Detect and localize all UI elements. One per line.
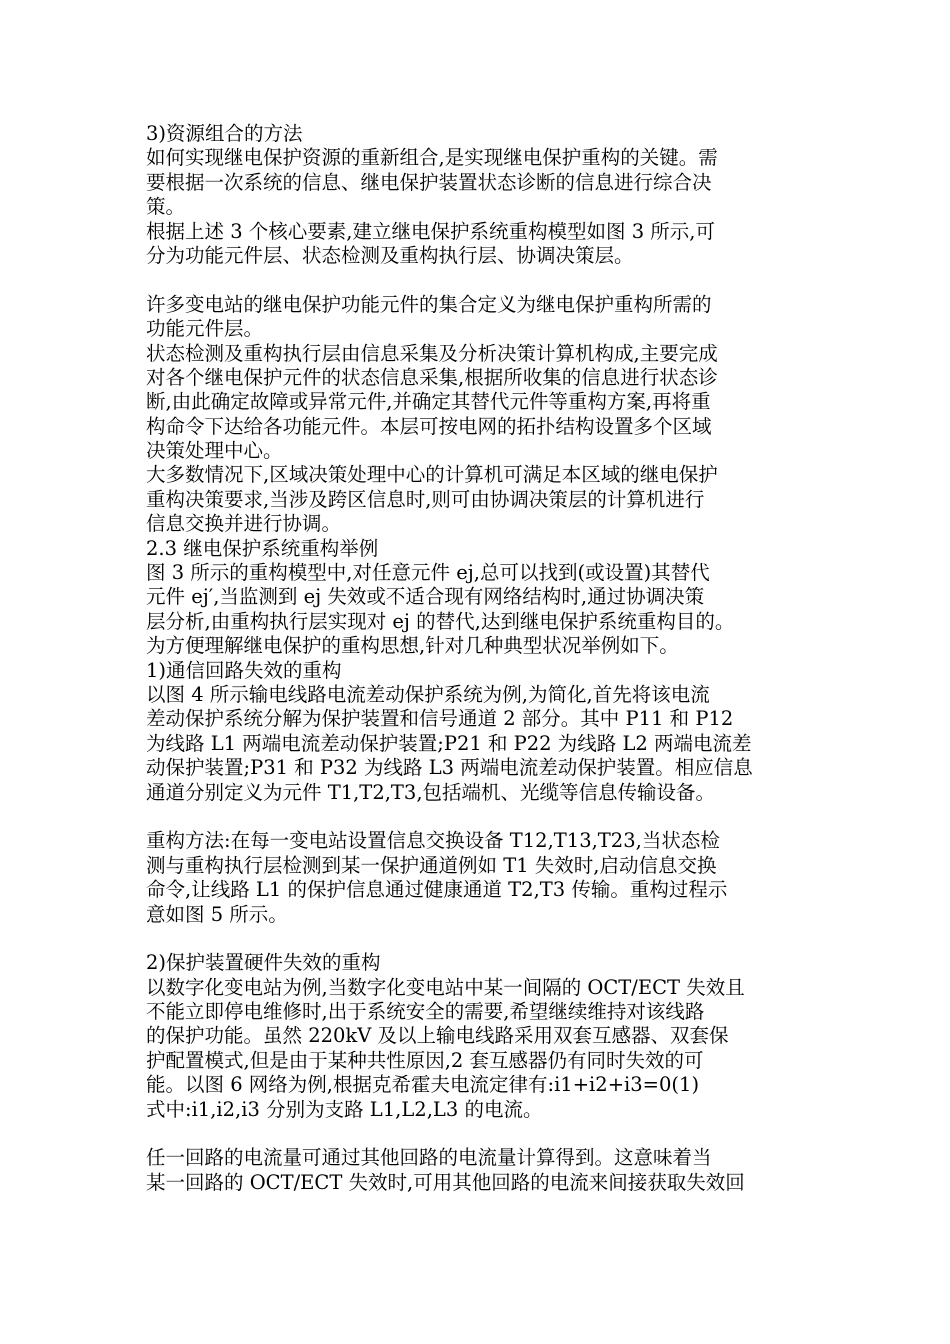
paragraph-gap xyxy=(146,805,826,829)
text-line: 元件 ej′,当监测到 ej 失效或不适合现有网络结构时,通过协调决策 xyxy=(146,585,705,609)
equation-line: 能。以图 6 网络为例,根据克希霍夫电流定律有:i1+i2+i3=0(1) xyxy=(146,1073,700,1097)
document-body xyxy=(146,122,826,1195)
text-line: 测与重构执行层检测到某一保护通道例如 T1 失效时,启动信息交换 xyxy=(146,853,717,877)
section-heading-resource-combination: 3)资源组合的方法 xyxy=(146,122,303,145)
text-line: 为线路 L1 两端电流差动保护装置;P21 和 P22 为线路 L2 两端电流差 xyxy=(146,731,752,755)
text-line: 重构方法:在每一变电站设置信息交换设备 T12,T13,T23,当状态检 xyxy=(146,829,720,853)
paragraph-gap xyxy=(146,927,826,951)
text-line: 决策处理中心。 xyxy=(146,439,283,463)
text-line: 对各个继电保护元件的状态信息采集,根据所收集的信息进行状态诊 xyxy=(146,365,718,389)
text-line: 信息交换并进行协调。 xyxy=(146,512,342,536)
text-line: 根据上述 3 个核心要素,建立继电保护系统重构模型如图 3 所示,可 xyxy=(146,219,716,243)
text-line: 构命令下达给各功能元件。本层可按电网的拓扑结构设置多个区域 xyxy=(146,414,712,438)
text-line: 分为功能元件层、状态检测及重构执行层、协调决策层。 xyxy=(146,243,634,267)
section-heading-reconstruction-example: 2.3 继电保护系统重构举例 xyxy=(146,536,379,560)
text-line: 任一回路的电流量可通过其他回路的电流量计算得到。这意味着当 xyxy=(146,1146,712,1170)
section-heading-communication-failure: 1)通信回路失效的重构 xyxy=(146,658,342,682)
text-line: 意如图 5 所示。 xyxy=(146,902,288,926)
text-line: 许多变电站的继电保护功能元件的集合定义为继电保护重构所需的 xyxy=(146,292,712,316)
paragraph-gap xyxy=(146,268,826,292)
text-line: 功能元件层。 xyxy=(146,317,264,341)
text-line: 断,由此确定故障或异常元件,并确定其替代元件等重构方案,再将重 xyxy=(146,390,711,414)
text-line: 层分析,由重构执行层实现对 ej 的替代,达到继电保护系统重构目的。 xyxy=(146,609,735,633)
section-heading-hardware-failure: 2)保护装置硬件失效的重构 xyxy=(146,951,381,975)
text-line: 的保护功能。虽然 220kV 及以上输电线路采用双套互感器、双套保 xyxy=(146,1024,729,1048)
text-line: 命令,让线路 L1 的保护信息通过健康通道 T2,T3 传输。重构过程示 xyxy=(146,878,728,902)
text-line: 护配置模式,但是由于某种共性原因,2 套互感器仍有同时失效的可 xyxy=(146,1048,704,1072)
text-line: 要根据一次系统的信息、继电保护装置状态诊断的信息进行综合决 xyxy=(146,170,712,194)
text-line: 以图 4 所示输电线路电流差动保护系统为例,为简化,首先将该电流 xyxy=(146,682,710,706)
text-line: 差动保护系统分解为保护装置和信号通道 2 部分。其中 P11 和 P12 xyxy=(146,707,734,731)
paragraph-gap xyxy=(146,1122,826,1146)
text-line: 大多数情况下,区域决策处理中心的计算机可满足本区域的继电保护 xyxy=(146,463,718,487)
text-line: 式中:i1,i2,i3 分别为支路 L1,L2,L3 的电流。 xyxy=(146,1097,543,1121)
text-line: 某一回路的 OCT/ECT 失效时,可用其他回路的电流来间接获取失效回 xyxy=(146,1170,745,1194)
text-line: 重构决策要求,当涉及跨区信息时,则可由协调决策层的计算机进行 xyxy=(146,487,705,511)
text-line: 策。 xyxy=(146,195,186,219)
text-line: 图 3 所示的重构模型中,对任意元件 ej,总可以找到(或设置)其替代 xyxy=(146,561,710,585)
text-line: 如何实现继电保护资源的重新组合,是实现继电保护重构的关键。需 xyxy=(146,146,718,170)
text-line: 以数字化变电站为例,当数字化变电站中某一间隔的 OCT/ECT 失效且 xyxy=(146,975,745,999)
text-line: 状态检测及重构执行层由信息采集及分析决策计算机构成,主要完成 xyxy=(146,341,718,365)
text-line: 通道分别定义为元件 T1,T2,T3,包括端机、光缆等信息传输设备。 xyxy=(146,780,716,804)
text-line: 为方便理解继电保护的重构思想,针对几种典型状况举例如下。 xyxy=(146,634,679,658)
text-line: 动保护装置;P31 和 P32 为线路 L3 两端电流差动保护装置。相应信息 xyxy=(146,756,753,780)
text-line: 不能立即停电维修时,出于系统安全的需要,希望继续维持对该线路 xyxy=(146,1000,705,1024)
